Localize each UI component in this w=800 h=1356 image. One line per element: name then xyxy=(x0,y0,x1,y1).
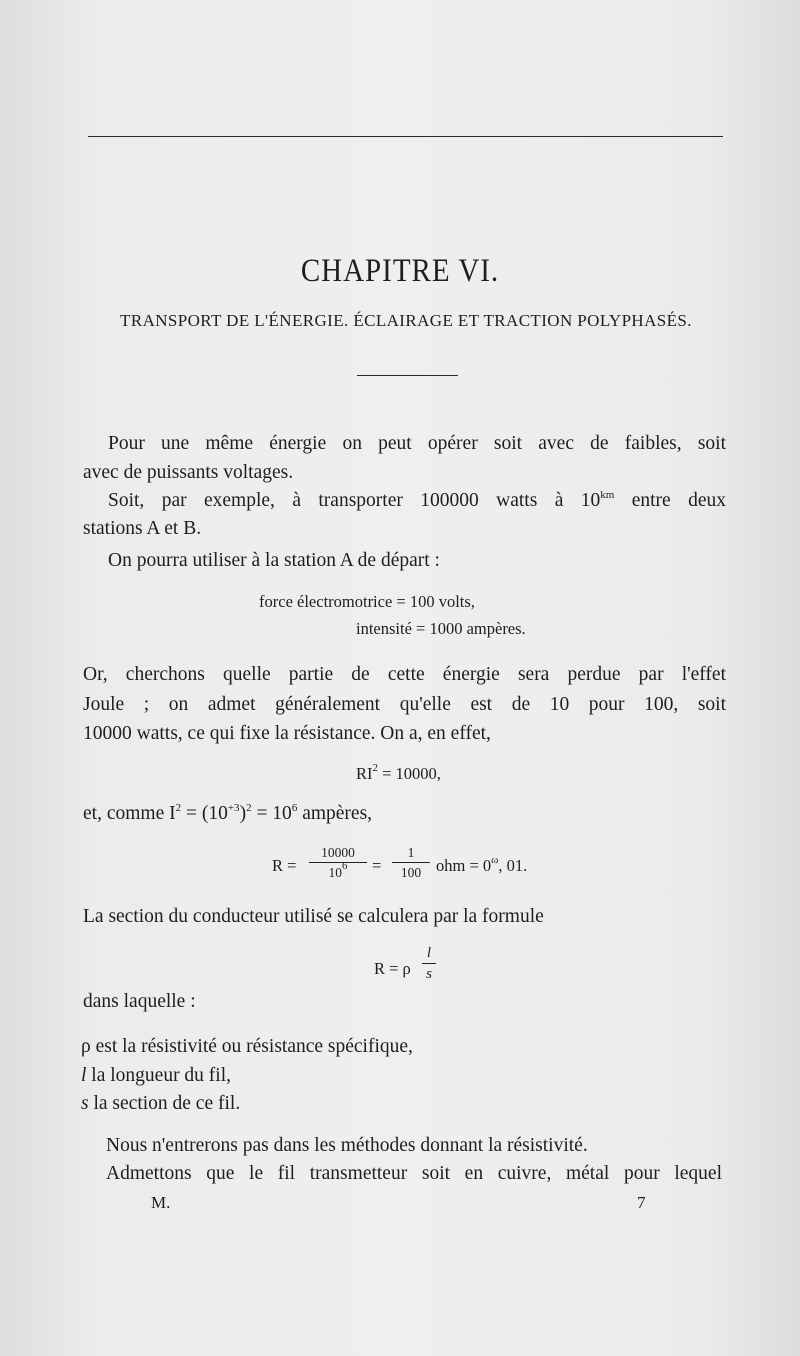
paragraph-line: Joule ; on admet généralement qu'elle est de 10 pour 100, soit xyxy=(83,694,726,715)
equation-line: intensité = 1000 ampères. xyxy=(356,619,526,638)
title-separator xyxy=(357,375,458,376)
paragraph-line xyxy=(83,799,372,828)
paragraph-line: Admettons que le fil transmetteur soit en cuivre, métal pour lequel xyxy=(106,1163,722,1184)
equation-line xyxy=(356,764,441,784)
text-run: la section de ce fil. xyxy=(88,1093,241,1114)
text-run: ohm = 0 xyxy=(436,856,492,875)
fraction xyxy=(392,845,430,881)
text-run: = (10 xyxy=(181,803,228,824)
sheet-number: 7 xyxy=(637,1193,646,1212)
fraction-denominator xyxy=(309,860,367,881)
text-run: ) xyxy=(239,803,247,824)
equation-lhs: R = xyxy=(272,856,297,875)
definition-line xyxy=(81,1061,231,1090)
text-run: RI xyxy=(356,764,373,783)
fraction-numerator: 10000 xyxy=(309,845,367,863)
fraction xyxy=(309,845,367,881)
math-symbol: s xyxy=(81,1093,89,1114)
paragraph-line: On pourra utiliser à la station A de départ : xyxy=(108,550,440,571)
paragraph-line: Or, cherchons quelle partie de cette énergie sera perdue par l'effet xyxy=(83,664,726,685)
text-run: = 10 xyxy=(251,803,292,824)
equation-line: force électromotrice = 100 volts, xyxy=(259,592,475,611)
superscript: 6 xyxy=(342,860,348,872)
paragraph-line: avec de puissants voltages. xyxy=(83,462,294,483)
text-run: = 10000, xyxy=(378,764,441,783)
definition-line: ρ est la résistivité ou résistance spécifique, xyxy=(81,1036,413,1057)
equation-equals: = xyxy=(372,856,382,875)
superscript: 2 xyxy=(175,802,182,814)
paragraph-line: Nous n'entrerons pas dans les méthodes donnant la résistivité. xyxy=(106,1135,588,1156)
math-symbol: l xyxy=(81,1065,87,1086)
text-run: la longueur du fil, xyxy=(86,1065,232,1086)
fraction-denominator: s xyxy=(426,966,432,982)
fraction-numerator: 1 xyxy=(392,845,430,863)
text-run: ampères, xyxy=(297,803,373,824)
paragraph-line: 10000 watts, ce qui fixe la résistance. On a, en effet, xyxy=(83,723,491,744)
superscript: 6 xyxy=(291,802,298,814)
chapter-title: CHAPITRE VI. xyxy=(300,253,500,289)
paragraph-line: La section du conducteur utilisé se calculera par la formule xyxy=(83,906,544,927)
text-run: Soit, par exemple, à transporter 100000 watts à 10 xyxy=(108,490,601,511)
text-run: , 01. xyxy=(498,856,528,875)
superscript: +3 xyxy=(227,802,240,814)
superscript: km xyxy=(600,489,615,501)
signature-mark: M. xyxy=(151,1193,171,1212)
text-run: 10 xyxy=(328,865,342,880)
fraction-denominator: 100 xyxy=(400,865,422,880)
header-rule xyxy=(88,136,723,137)
equation-line xyxy=(436,856,527,876)
fraction xyxy=(422,945,436,983)
chapter-subtitle: TRANSPORT DE L'ÉNERGIE. ÉCLAIRAGE ET TRACTION POLYPHASÉS. xyxy=(120,311,692,330)
definition-line xyxy=(81,1089,240,1118)
fraction-numerator: l xyxy=(422,945,436,964)
paragraph-line xyxy=(108,486,726,515)
superscript: 2 xyxy=(246,802,252,814)
paragraph-line: stations A et B. xyxy=(83,518,202,539)
paragraph-line: dans laquelle : xyxy=(83,991,196,1012)
superscript: 2 xyxy=(372,762,378,774)
paragraph-line: Pour une même énergie on peut opérer soit avec de faibles, soit xyxy=(108,433,726,454)
text-run: entre deux xyxy=(614,490,726,511)
equation-lhs: R = ρ xyxy=(374,959,411,978)
superscript: ω xyxy=(491,854,499,866)
text-run: et, comme I xyxy=(83,803,176,824)
